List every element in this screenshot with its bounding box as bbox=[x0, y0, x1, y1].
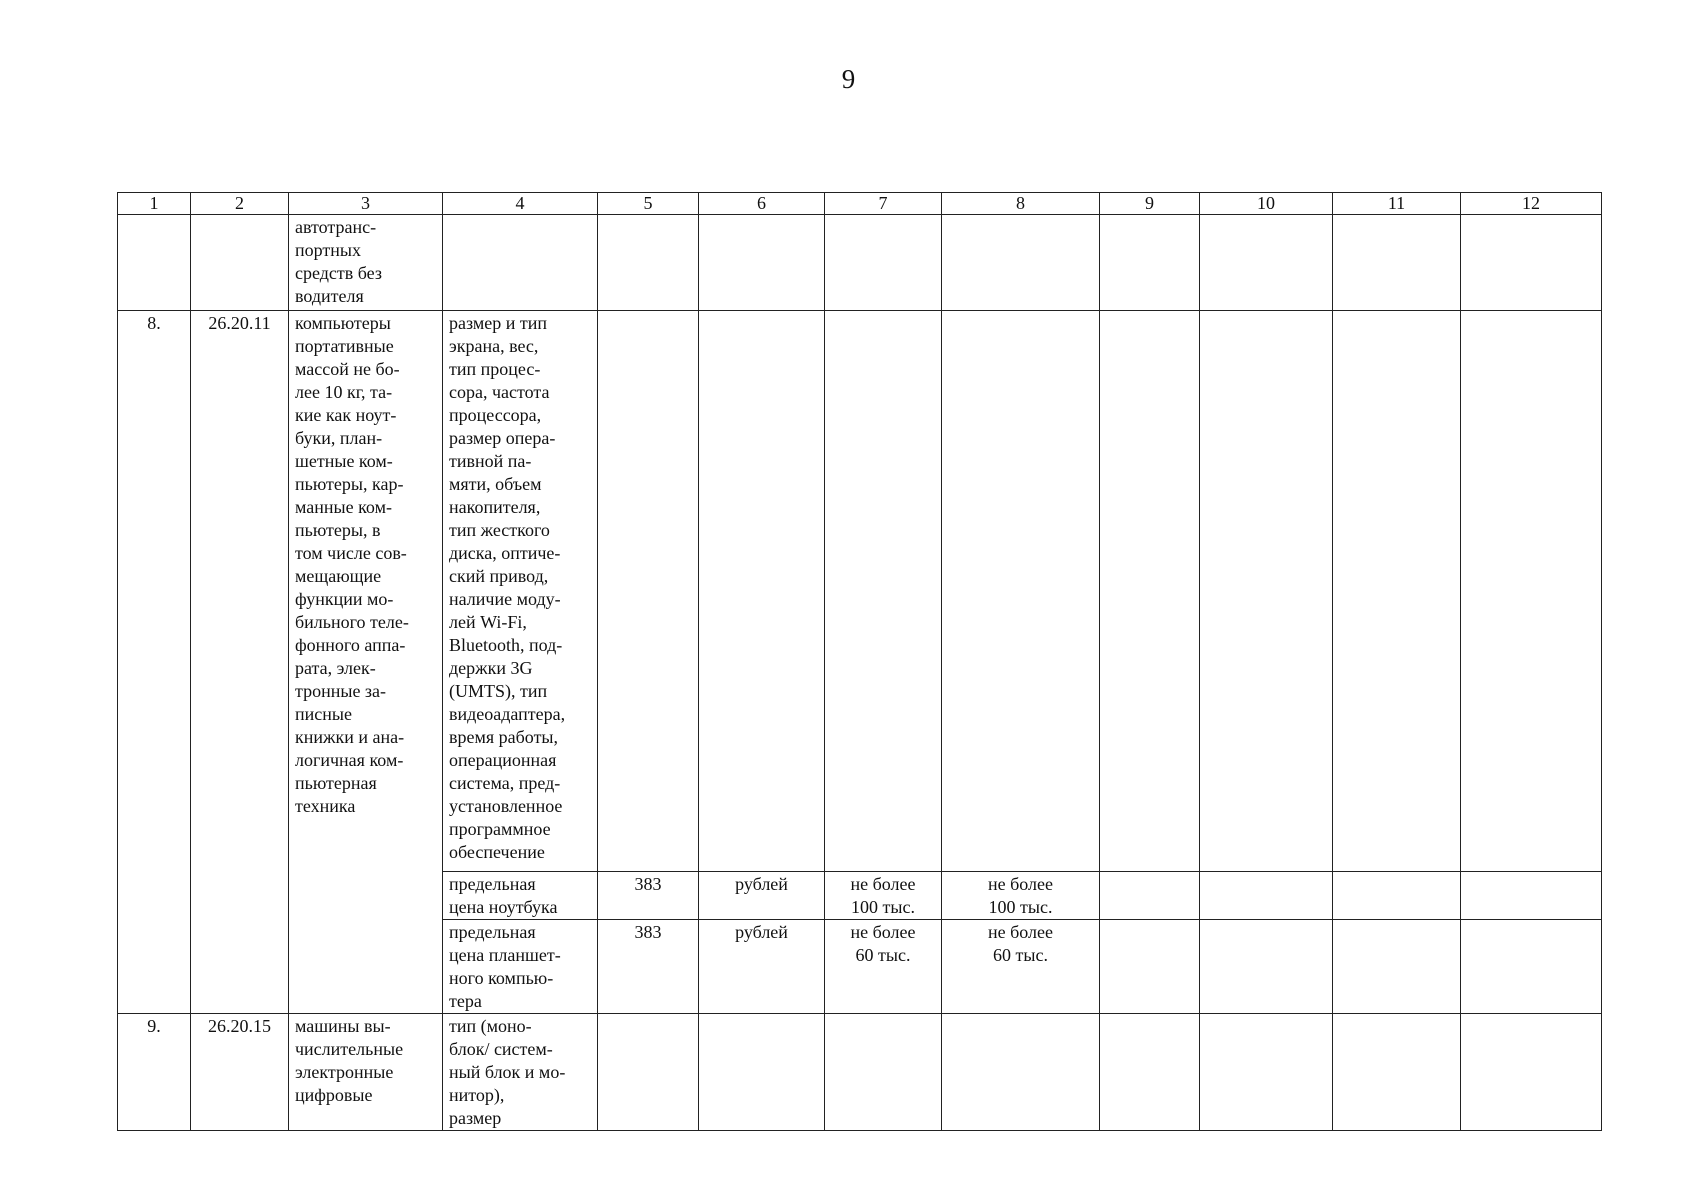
header-cell: 7 bbox=[825, 193, 942, 215]
cell-col10 bbox=[1200, 215, 1333, 311]
header-cell: 12 bbox=[1461, 193, 1602, 215]
cell-col12 bbox=[1461, 920, 1602, 1014]
cell-col8: не более 100 тыс. bbox=[942, 872, 1100, 920]
cell-col8 bbox=[942, 1014, 1100, 1131]
cell-col11 bbox=[1333, 872, 1461, 920]
cell-col10 bbox=[1200, 920, 1333, 1014]
cell-col5 bbox=[598, 311, 699, 872]
header-cell: 9 bbox=[1100, 193, 1200, 215]
cell-col8: не более 60 тыс. bbox=[942, 920, 1100, 1014]
cell-col12 bbox=[1461, 215, 1602, 311]
header-row bbox=[118, 193, 1602, 215]
cell-num: 8. bbox=[118, 311, 191, 1014]
cell-col7 bbox=[825, 215, 942, 311]
cell-characteristics: предельная цена планшет- ного компью- тера bbox=[443, 920, 598, 1014]
cell-col5 bbox=[598, 1014, 699, 1131]
cell-col7 bbox=[825, 1014, 942, 1131]
cell-col9 bbox=[1100, 920, 1200, 1014]
cell-col11 bbox=[1333, 311, 1461, 872]
cell-code bbox=[191, 215, 289, 311]
cell-okei-code: 383 bbox=[598, 920, 699, 1014]
header-cell: 4 bbox=[443, 193, 598, 215]
cell-col11 bbox=[1333, 1014, 1461, 1131]
cell-col9 bbox=[1100, 311, 1200, 872]
table-row-8 bbox=[118, 311, 1602, 872]
cell-col9 bbox=[1100, 1014, 1200, 1131]
cell-col6 bbox=[699, 1014, 825, 1131]
cell-col6 bbox=[699, 311, 825, 872]
header-cell: 11 bbox=[1333, 193, 1461, 215]
cell-col10 bbox=[1200, 872, 1333, 920]
header-cell: 5 bbox=[598, 193, 699, 215]
cell-col11 bbox=[1333, 920, 1461, 1014]
cell-name: компьютеры портативные массой не бо- лее 10 кг, та- кие как ноут- буки, план- шетные ком- пьютеры, кар- манные ком- пьютеры, в том числе сов- мещающие функции мо- бильного теле- фонного аппа- рата, элек- тронные за- писные книжки и ана- логичная ком- пьютерная техника bbox=[289, 311, 443, 1014]
cell-col12 bbox=[1461, 311, 1602, 872]
table-row-9 bbox=[118, 1014, 1602, 1131]
cell-characteristics bbox=[443, 215, 598, 311]
requirements-table bbox=[117, 192, 1602, 1131]
cell-okei-code: 383 bbox=[598, 872, 699, 920]
header-cell: 1 bbox=[118, 193, 191, 215]
cell-name: машины вы- числительные электронные цифровые bbox=[289, 1014, 443, 1131]
cell-num: 9. bbox=[118, 1014, 191, 1131]
header-cell: 10 bbox=[1200, 193, 1333, 215]
header-cell: 3 bbox=[289, 193, 443, 215]
header-cell: 6 bbox=[699, 193, 825, 215]
header-cell: 8 bbox=[942, 193, 1100, 215]
cell-characteristics: тип (моно- блок/ систем- ный блок и мо- нитор), размер bbox=[443, 1014, 598, 1131]
cell-col8 bbox=[942, 215, 1100, 311]
cell-col10 bbox=[1200, 311, 1333, 872]
cell-name: автотранс- портных средств без водителя bbox=[289, 215, 443, 311]
cell-num bbox=[118, 215, 191, 311]
cell-col9 bbox=[1100, 872, 1200, 920]
table-row-continuation bbox=[118, 215, 1602, 311]
cell-unit: рублей bbox=[699, 872, 825, 920]
cell-col10 bbox=[1200, 1014, 1333, 1131]
cell-col6 bbox=[699, 215, 825, 311]
cell-code: 26.20.11 bbox=[191, 311, 289, 1014]
cell-col7: не более 60 тыс. bbox=[825, 920, 942, 1014]
cell-col5 bbox=[598, 215, 699, 311]
cell-characteristics: размер и тип экрана, вес, тип процес- сора, частота процессора, размер опера- тивной па- мяти, объем накопителя, тип жесткого диска, оптиче- ский привод, наличие моду- лей Wi-Fi, Bluetooth, под- держки 3G (UMTS), тип видеоадаптера, время работы, операционная система, пред- установленное программное обеспечение bbox=[443, 311, 598, 872]
cell-col7 bbox=[825, 311, 942, 872]
cell-col11 bbox=[1333, 215, 1461, 311]
cell-col12 bbox=[1461, 872, 1602, 920]
cell-col7: не более 100 тыс. bbox=[825, 872, 942, 920]
cell-col12 bbox=[1461, 1014, 1602, 1131]
cell-characteristics: предельная цена ноутбука bbox=[443, 872, 598, 920]
cell-unit: рублей bbox=[699, 920, 825, 1014]
cell-code: 26.20.15 bbox=[191, 1014, 289, 1131]
cell-col8 bbox=[942, 311, 1100, 872]
header-cell: 2 bbox=[191, 193, 289, 215]
page-number: 9 bbox=[841, 64, 856, 94]
cell-col9 bbox=[1100, 215, 1200, 311]
